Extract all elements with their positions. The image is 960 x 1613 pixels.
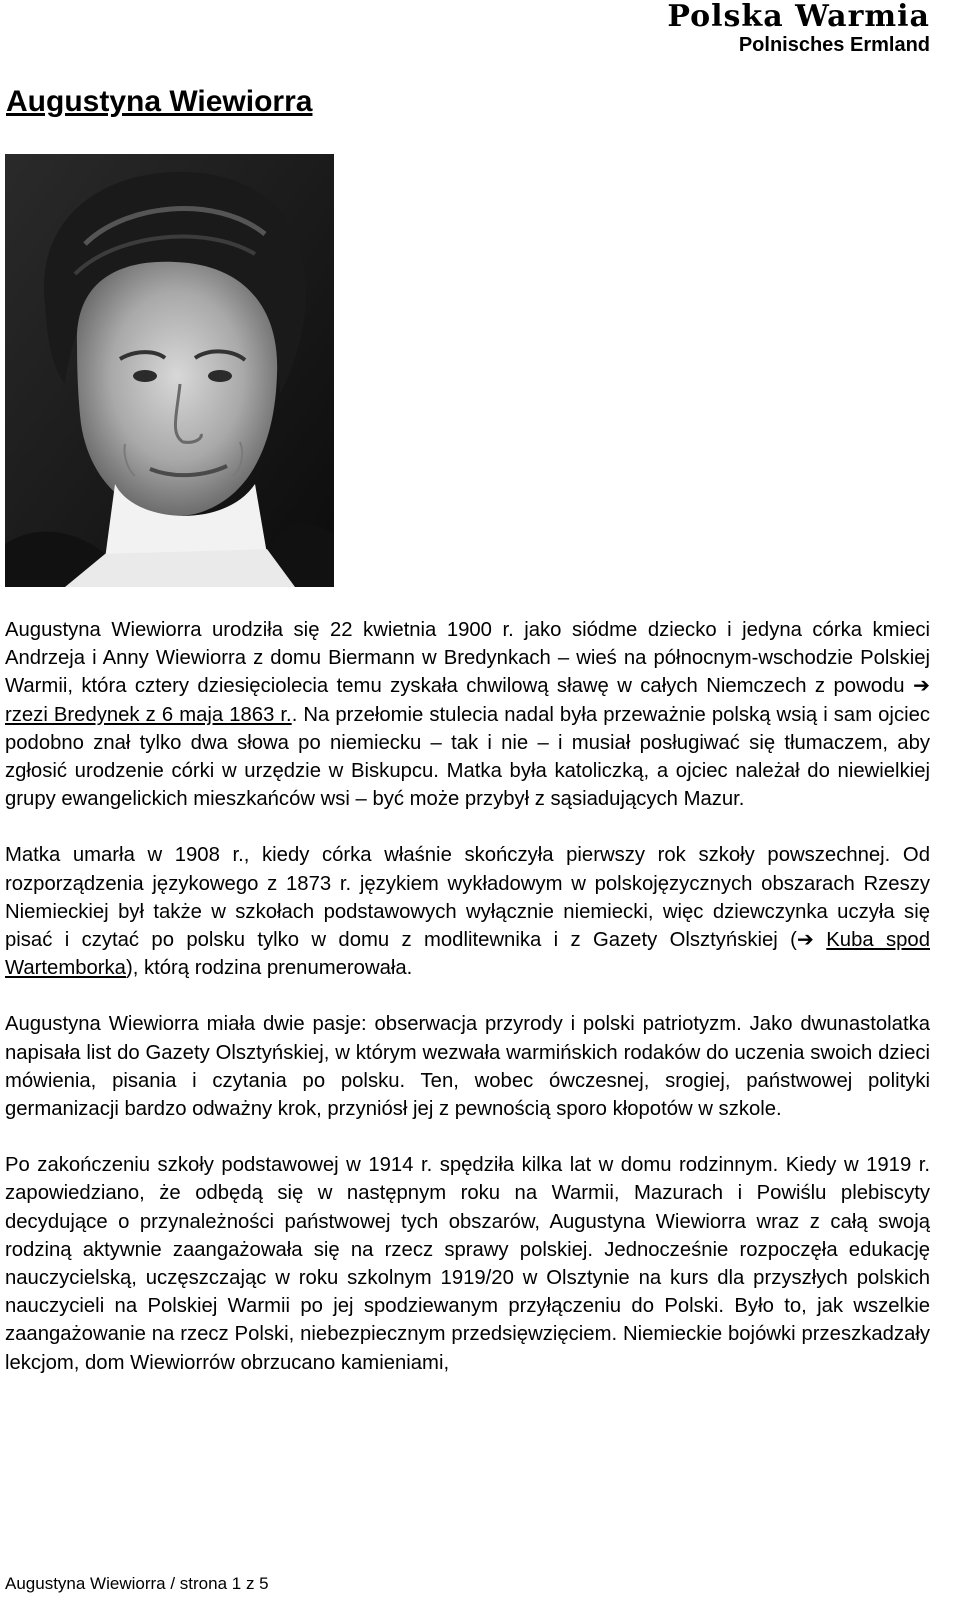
paragraph: Augustyna Wiewiorra miała dwie pasje: obserwacja przyrody i polski patriotyzm. Jako dwunastolatka napisała list do Gazety Olsztyńskiej, w którym wezwała warmińskich rodaków do uczenia swoich dzieci mówienia, pisania i czytania po polsku. Ten, wobec ówczesnej, srogiej, państwowej polityki germanizacji bardzo odważny krok, przyniósł jej z pewnością sporo kłopotów w szkole. <box>5 1013 930 1121</box>
link-kuba-spod-wartemborka[interactable]: Kuba spod Wartemborka <box>5 929 930 980</box>
paragraph: Matka umarła w 1908 r., kiedy córka właśnie skończyła pierwszy rok szkoły powszechnej. Od rozporządzenia językowego z 1873 r. językiem wykładowym w polskojęzycznych obszarach Rzeszy Niemieckiej był także w szkołach podstawowych wyłącznie niemiecki, więc dziewczynka uczyła się pisać i czytać po polsku tylko w domu z modlitewnika i z Gazety Olsztyńskiej (➔ Kuba spod Wartemborka), którą rodzina prenumerowała. <box>5 844 930 980</box>
site-header <box>667 0 930 56</box>
site-logo: Polska Warmia <box>667 0 930 34</box>
article-body <box>5 616 930 1405</box>
site-subtitle: Polnisches Ermland <box>738 34 930 56</box>
page-footer: Augustyna Wiewiorra / strona 1 z 5 <box>5 1574 269 1593</box>
arrow-right-icon: ➔ <box>796 929 814 952</box>
portrait-photo <box>5 154 334 587</box>
arrow-right-icon: ➔ <box>913 675 930 698</box>
page-title: Augustyna Wiewiorra <box>6 85 313 118</box>
paragraph: Po zakończeniu szkoły podstawowej w 1914 r. spędziła kilka lat w domu rodzinnym. Kiedy w 1919 r. zapowiedziano, że odbędą się w następnym roku na Warmii, Mazurach i Powiślu plebiscyty decydujące o przynależności państwowej tych obszarów, Augustyna Wiewiorra wraz z całą swoją rodziną aktywnie zaangażowała się na rzecz sprawy polskiej. Jednocześnie rozpoczęła edukację nauczycielską, uczęszczając w roku szkolnym 1919/20 w Olsztynie na kurs dla przyszłych polskich nauczycieli na Polskiej Warmii po jej spodziewanym przyłączeniu do Polski. Było to, jak wszelkie zaangażowanie na rzecz Polski, niebezpiecznym przedsięwzięciem. Niemieckie bojówki przeszkadzały lekcjom, dom Wiewiorrów obrzucano kamieniami, <box>5 1154 930 1374</box>
link-bredynki-massacre[interactable]: rzezi Bredynek z 6 maja 1863 r. <box>5 703 292 726</box>
paragraph: Augustyna Wiewiorra urodziła się 22 kwietnia 1900 r. jako siódme dziecko i jedyna córka kmieci Andrzeja i Anny Wiewiorra z domu Biermann w Bredynkach – wieś na północnym-wschodzie Polskiej Warmii, która cztery dziesięciolecia temu zyskała chwilową sławę w całych Niemczech z powodu ➔ rzezi Bredynek z 6 maja 1863 r.. Na przełomie stulecia nadal była przeważnie polską wsią i sam ojciec podobno znał tylko dwa słowa po niemiecku – tak i nie – i musiał posługiwać się tłumaczem, aby zgłosić urodzenie córki w urzędzie w Biskupcu. Matka była katoliczką, a ojciec należał do niewielkiej grupy ewangelickich mieszkańców wsi – być może przybył z sąsiadujących Mazur. <box>5 619 931 811</box>
